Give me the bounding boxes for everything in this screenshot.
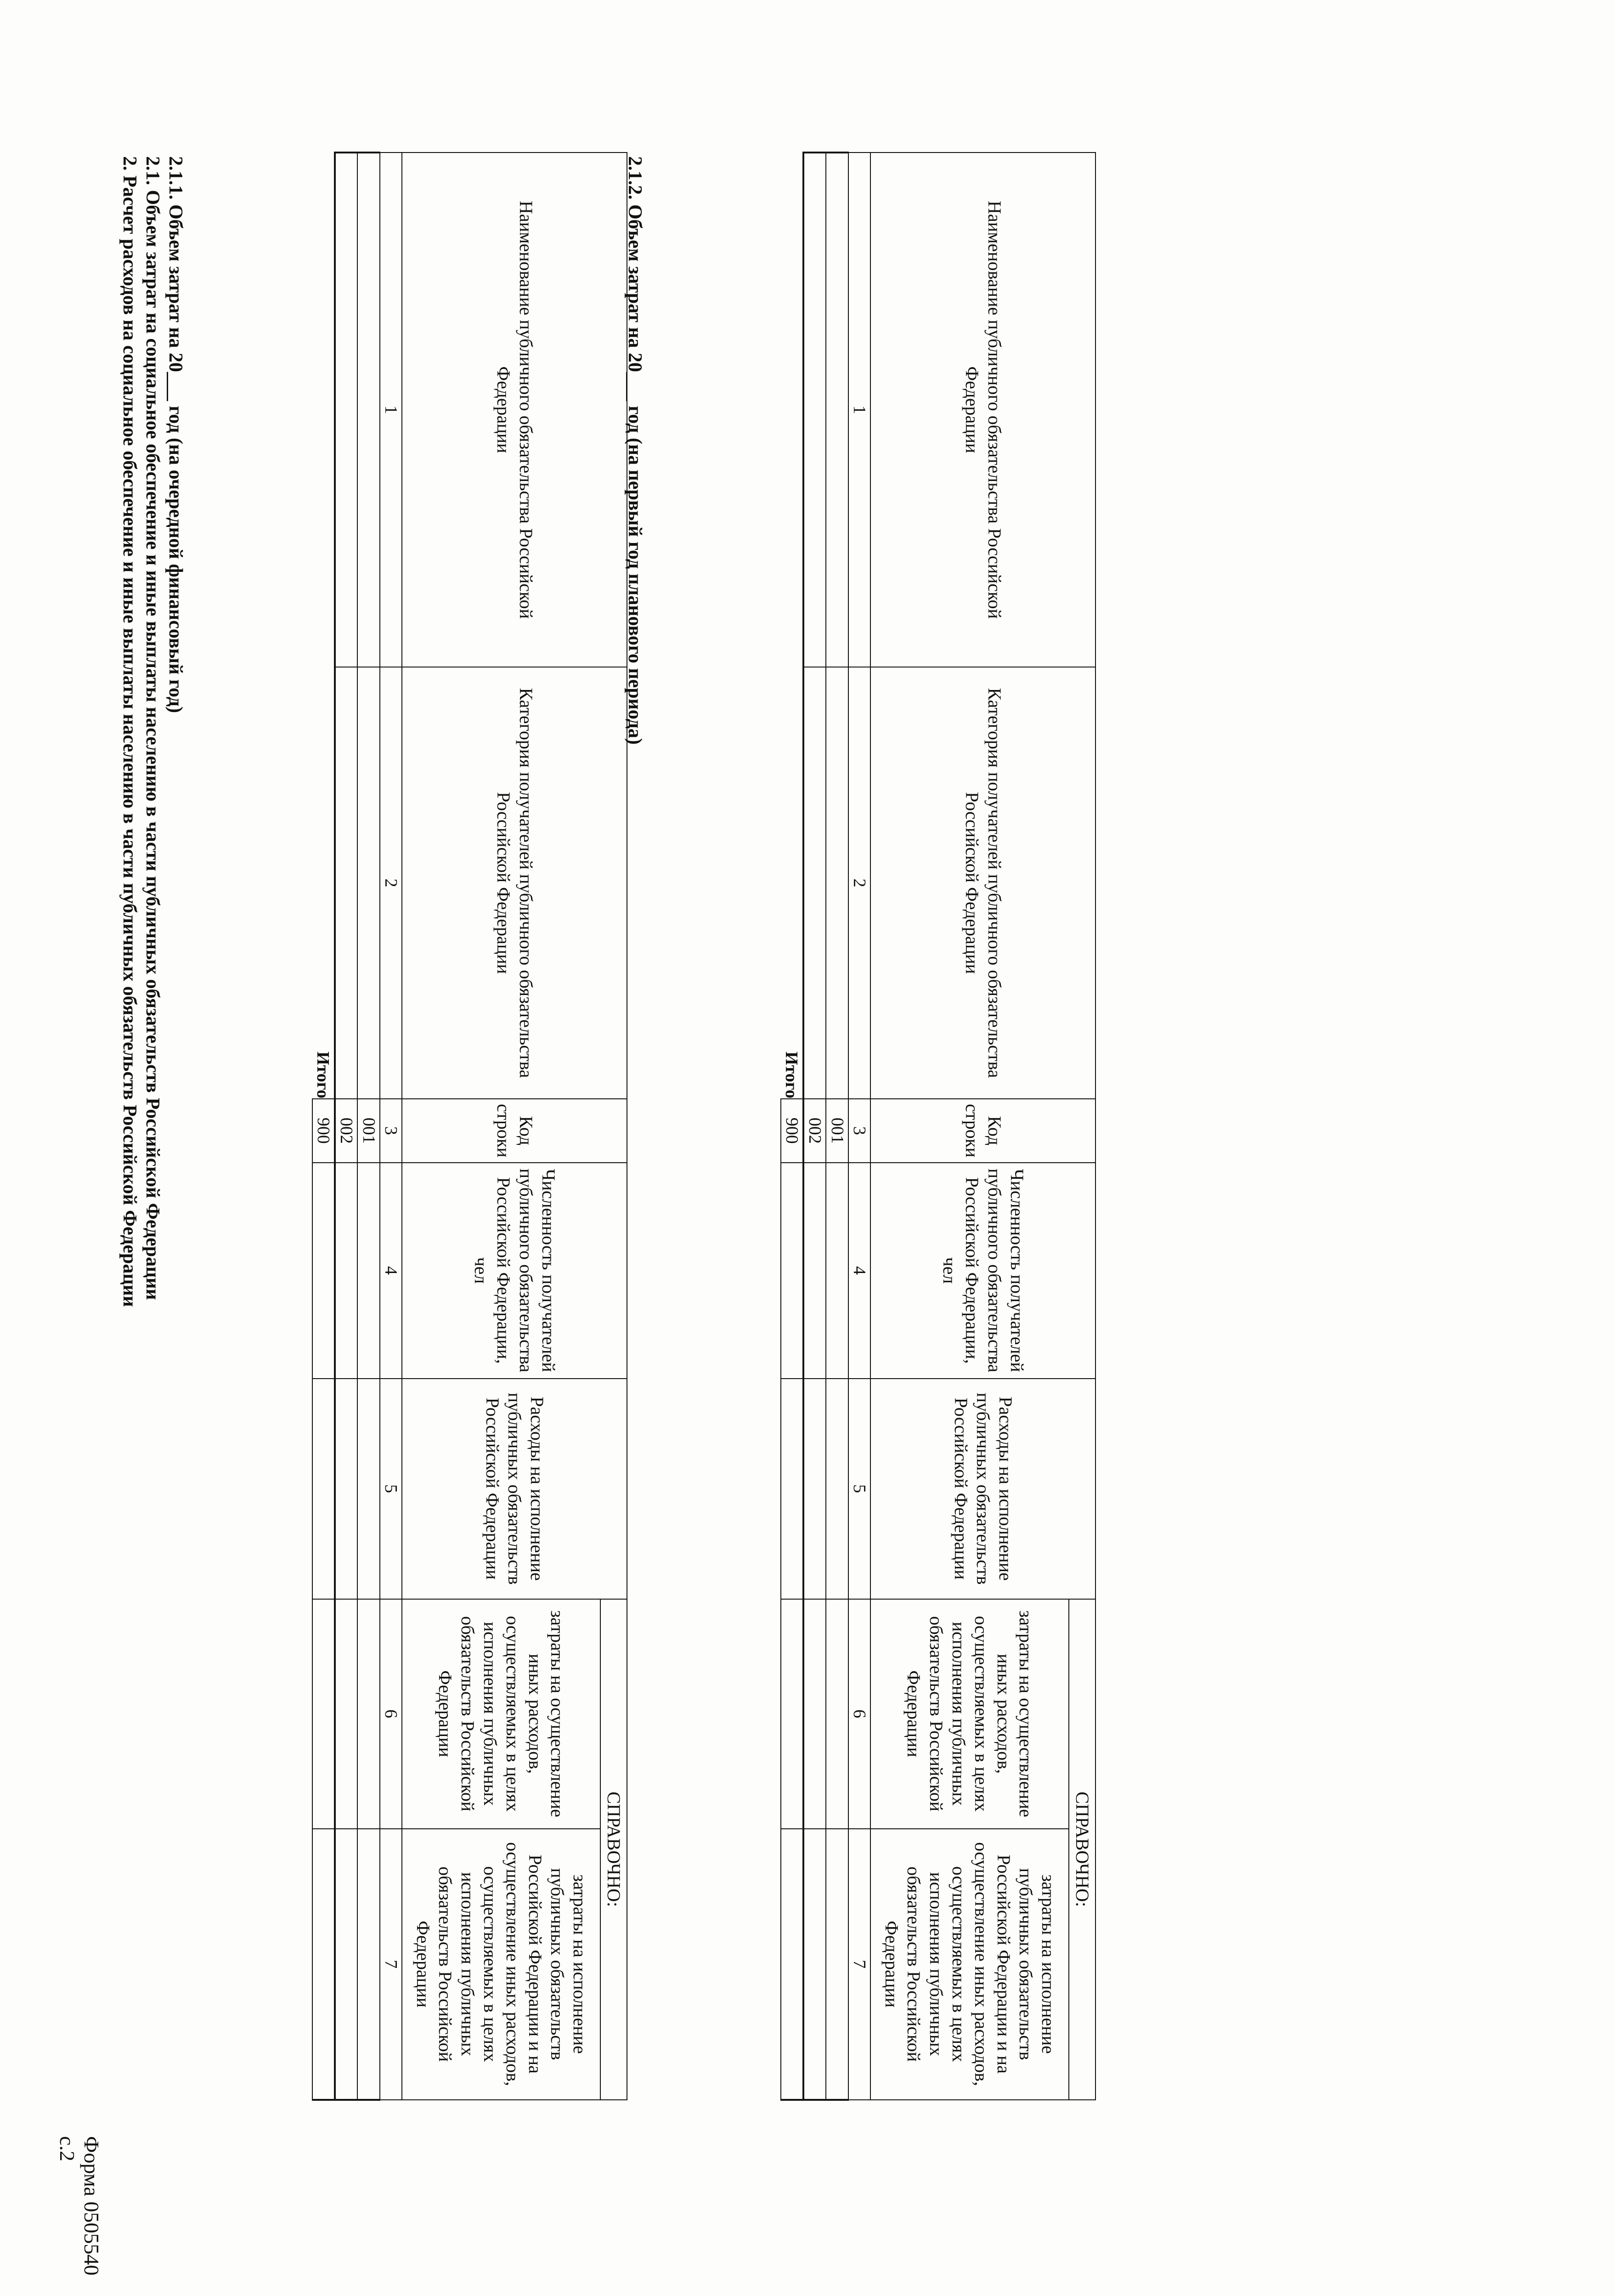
table-2-1-1	[312, 152, 627, 2101]
section-2-heading: 2. Расчет расходов на социальное обеспечение и иные выплаты населению в части публичных обязательств Российской Федерации	[119, 156, 140, 1307]
total-code: 900	[781, 1099, 803, 1163]
cell-recipients[interactable]	[357, 1163, 379, 1379]
cell-category[interactable]	[335, 667, 357, 1099]
total-recipients[interactable]	[781, 1163, 803, 1379]
cell-expenses[interactable]	[335, 1379, 357, 1599]
col-number: 6	[380, 1599, 402, 1829]
col-4-header: Численность получателей публичного обязательства Российской Федерации, чел	[870, 1163, 1095, 1379]
total-costs[interactable]	[312, 1829, 335, 2100]
col-3-header: Код строки	[870, 1099, 1095, 1163]
col-number: 1	[380, 153, 402, 667]
cell-obligation-name[interactable]	[357, 153, 379, 667]
col-2-header: Категория получателей публичного обязательства Российской Федерации	[870, 667, 1095, 1099]
row-code: 002	[335, 1099, 357, 1163]
cell-category[interactable]	[803, 667, 826, 1099]
col-number: 5	[380, 1379, 402, 1599]
section-2-1-heading: 2.1. Объем затрат на социальное обеспечение и иные выплаты населению в части публичных обязательств Российской Федерации	[142, 156, 163, 1300]
total-expenses[interactable]	[312, 1379, 335, 1599]
cell-other-costs[interactable]	[335, 1599, 357, 1829]
col-1-header: Наименование публичного обязательства Российской Федерации	[402, 153, 627, 667]
row-code: 002	[803, 1099, 826, 1163]
row-code: 001	[826, 1099, 848, 1163]
cell-category[interactable]	[826, 667, 848, 1099]
total-row	[312, 153, 335, 2100]
cell-expenses[interactable]	[803, 1379, 826, 1599]
total-other-costs[interactable]	[781, 1599, 803, 1829]
section-2-1-1-heading: 2.1.1. Объем затрат на 20___ год (на очередной финансовый год)	[165, 156, 186, 713]
cell-obligation-name[interactable]	[826, 153, 848, 667]
total-label: Итого	[312, 153, 335, 1099]
col-number: 4	[848, 1163, 870, 1379]
col-number: 5	[848, 1379, 870, 1599]
total-code: 900	[312, 1099, 335, 1163]
spravochno-header: СПРАВОЧНО:	[1069, 1599, 1095, 2100]
total-recipients[interactable]	[312, 1163, 335, 1379]
cell-other-costs[interactable]	[826, 1599, 848, 1829]
total-other-costs[interactable]	[312, 1599, 335, 1829]
total-row	[781, 153, 803, 2100]
section-2-1-2-heading: 2.1.2. Объем затрат на 20___ год (на первый год планового периода)	[624, 156, 645, 745]
col-number: 6	[848, 1599, 870, 1829]
cell-total-costs[interactable]	[826, 1829, 848, 2100]
table-row	[803, 153, 826, 2100]
table-row	[357, 153, 379, 2100]
col-3-header: Код строки	[402, 1099, 627, 1163]
total-costs[interactable]	[781, 1829, 803, 2100]
column-numbers-row	[380, 153, 402, 2100]
spravochno-header: СПРАВОЧНО:	[600, 1599, 627, 2100]
table-row	[826, 153, 848, 2100]
col-number: 2	[848, 667, 870, 1099]
col-2-header: Категория получателей публичного обязательства Российской Федерации	[402, 667, 627, 1099]
col-5-header: Расходы на исполнение публичных обязательств Российской Федерации	[870, 1379, 1095, 1599]
col-5-header: Расходы на исполнение публичных обязательств Российской Федерации	[402, 1379, 627, 1599]
total-label: Итого	[781, 153, 803, 1099]
cell-recipients[interactable]	[826, 1163, 848, 1379]
table-row	[335, 153, 357, 2100]
col-number: 3	[380, 1099, 402, 1163]
cell-recipients[interactable]	[335, 1163, 357, 1379]
row-code: 001	[357, 1099, 379, 1163]
table-2-1-2	[780, 152, 1096, 2101]
col-number: 3	[848, 1099, 870, 1163]
col-6-header: затраты на осуществление иных расходов, осуществляемых в целях исполнения публичных обязательств Российской Федерации	[870, 1599, 1069, 1829]
col-7-header: затраты на исполнение публичных обязательств Российской Федерации и на осуществление иных расходов, осуществляемых в целях исполнения публичных обязательств Российской Федерации	[870, 1829, 1069, 2100]
cell-recipients[interactable]	[803, 1163, 826, 1379]
col-7-header: затраты на исполнение публичных обязательств Российской Федерации и на осуществление иных расходов, осуществляемых в целях исполнения публичных обязательств Российской Федерации	[402, 1829, 600, 2100]
col-number: 4	[380, 1163, 402, 1379]
cell-other-costs[interactable]	[803, 1599, 826, 1829]
cell-category[interactable]	[357, 667, 379, 1099]
col-4-header: Численность получателей публичного обязательства Российской Федерации, чел	[402, 1163, 627, 1379]
cell-other-costs[interactable]	[357, 1599, 379, 1829]
form-code: Форма 0505540 с.2	[56, 2136, 103, 2276]
cell-total-costs[interactable]	[357, 1829, 379, 2100]
cell-obligation-name[interactable]	[335, 153, 357, 667]
cell-expenses[interactable]	[357, 1379, 379, 1599]
col-1-header: Наименование публичного обязательства Российской Федерации	[870, 153, 1095, 667]
col-number: 7	[848, 1829, 870, 2100]
col-number: 7	[380, 1829, 402, 2100]
column-numbers-row	[848, 153, 870, 2100]
cell-obligation-name[interactable]	[803, 153, 826, 667]
col-number: 1	[848, 153, 870, 667]
col-number: 2	[380, 667, 402, 1099]
cell-total-costs[interactable]	[803, 1829, 826, 2100]
cell-total-costs[interactable]	[335, 1829, 357, 2100]
cell-expenses[interactable]	[826, 1379, 848, 1599]
col-6-header: затраты на осуществление иных расходов, осуществляемых в целях исполнения публичных обязательств Российской Федерации	[402, 1599, 600, 1829]
total-expenses[interactable]	[781, 1379, 803, 1599]
